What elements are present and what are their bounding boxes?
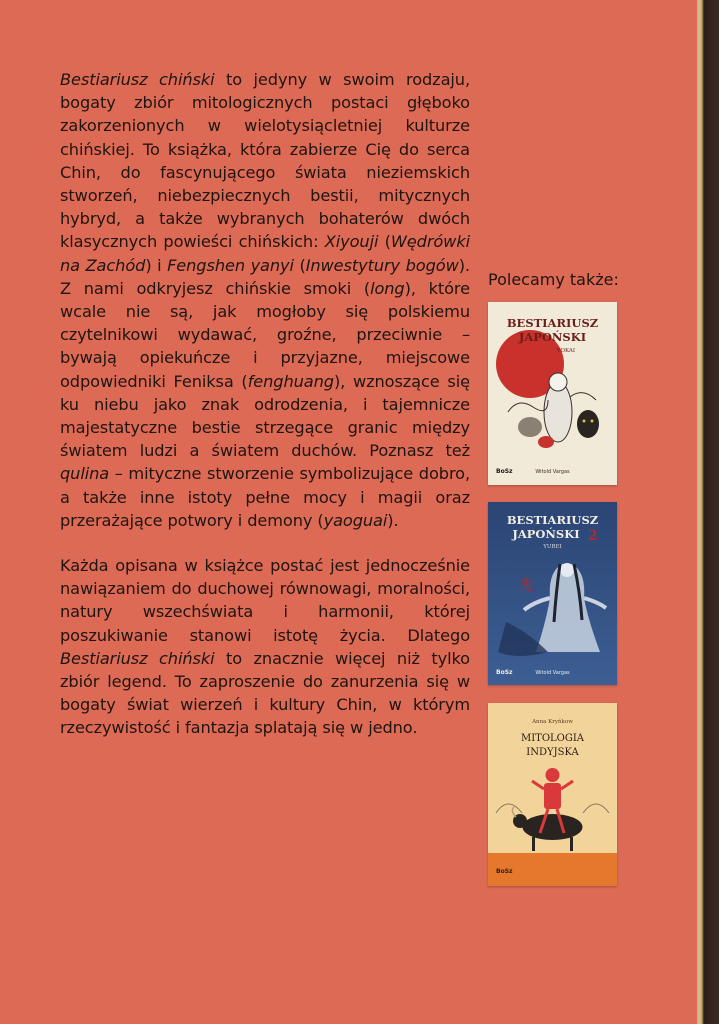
cover-2-title-line2: JAPOŃSKI — [512, 527, 580, 541]
italic-title-run: fenghuang — [247, 371, 334, 391]
text-run: to jedyny w swoim rodzaju, bogaty zbiór mitologicznych postaci głęboko zakorzenionych w wielotysiącletniej kulturze chińskiej. To książka, która zabierze Cię do serca Chin, do fascynującego świata nieziemskich stworzeń, niebezpiecznych bestii, mitycznych hybryd, a także wybranych bohaterów dwóch klasycznych powieści chińskich: — [60, 70, 470, 252]
cover-1-title-line1: BESTIARIUSZ — [506, 316, 599, 330]
italic-title-run: Bestiariusz chiński — [60, 70, 215, 89]
cover-3-title-line1: MITOLOGIA — [520, 733, 585, 744]
cover-1-subtitle: YOKAI — [556, 348, 576, 354]
blurb-paragraph-2 — [60, 554, 470, 740]
text-run: ). — [387, 510, 399, 530]
text-run: ) i — [145, 255, 168, 275]
cover-3-author: Anna Kryńkow — [532, 719, 573, 725]
text-run: ), które wcale nie są, jak mogłoby się polskiemu czytelnikowi wydawać, groźne, przeciwnie – bywają opiekuńcze i przyjazne, miejscowe odpowiedniki Feniksa ( — [60, 278, 470, 391]
text-run: – mityczne stworzenie symbolizujące dobro, a także inne istoty pełne mocy i magii oraz przerażające potwory i demony ( — [60, 464, 470, 530]
italic-title-run: Bestiariusz chiński — [60, 648, 215, 668]
text-run: to znacznie więcej niż tylko zbiór legend. To zaproszenie do zanurzenia się w bogaty świat wierzeń i kultury Chin, w którym rzeczywistość i fantazja splatają się w jedno. — [60, 648, 470, 738]
italic-title-run: Xiyouji — [324, 232, 379, 252]
text-run: ( — [378, 232, 391, 252]
svg-text:⻤: ⻤ — [520, 578, 534, 594]
cover-2-title-line1: BESTIARIUSZ — [506, 513, 599, 527]
italic-title-run: long — [370, 278, 405, 298]
italic-title-run: qulina — [60, 464, 110, 484]
recommended-heading: Polecamy także: — [488, 270, 619, 289]
text-run: ( — [293, 255, 306, 275]
cover-2-number: 2 — [588, 528, 598, 544]
cover-3-title-line2: INDYJSKA — [526, 747, 579, 758]
cover-2-publisher: BoSz — [496, 669, 513, 676]
blurb-paragraph-1 — [60, 68, 470, 532]
book-cover-mitologia-indyjska[interactable] — [488, 703, 617, 886]
blurb-text — [60, 68, 470, 740]
cover-2-author: Witold Vargas — [535, 670, 570, 676]
cover-3-publisher: BoSz — [496, 868, 513, 875]
italic-title-run: Wędrówki na Zachód — [60, 232, 470, 275]
text-run: Każda opisana w książce postać jest jednocześnie nawiązaniem do duchowej równowagi, moralności, natury wszechświata i harmonii, której poszukiwanie stanowi istotę życia. Dlatego — [60, 556, 470, 645]
italic-title-run: Fengshen yanyi — [167, 255, 294, 275]
cover-2-subtitle: YUREI — [543, 544, 562, 550]
cover-1-title-line2: JAPOŃSKI — [518, 330, 587, 344]
text-run: ). Z nami odkryjesz chińskie smoki ( — [60, 255, 470, 298]
italic-title-run: yaoguai — [323, 510, 388, 530]
italic-title-run: Inwestytury bogów — [305, 255, 459, 275]
cover-1-author: Witold Vargas — [535, 469, 570, 475]
text-run: ), wznoszące się ku niebu jako znak odrodzenia, i tajemnicze majestatyczne bestie strzegące granic między światem ludzi a światem duchów. Poznasz też — [60, 371, 471, 461]
book-spine-edge — [697, 0, 719, 1024]
book-cover-bestiariusz-japonski[interactable] — [488, 302, 617, 485]
cover-1-publisher: BoSz — [496, 468, 513, 475]
book-cover-bestiariusz-japonski-2[interactable] — [488, 502, 617, 685]
